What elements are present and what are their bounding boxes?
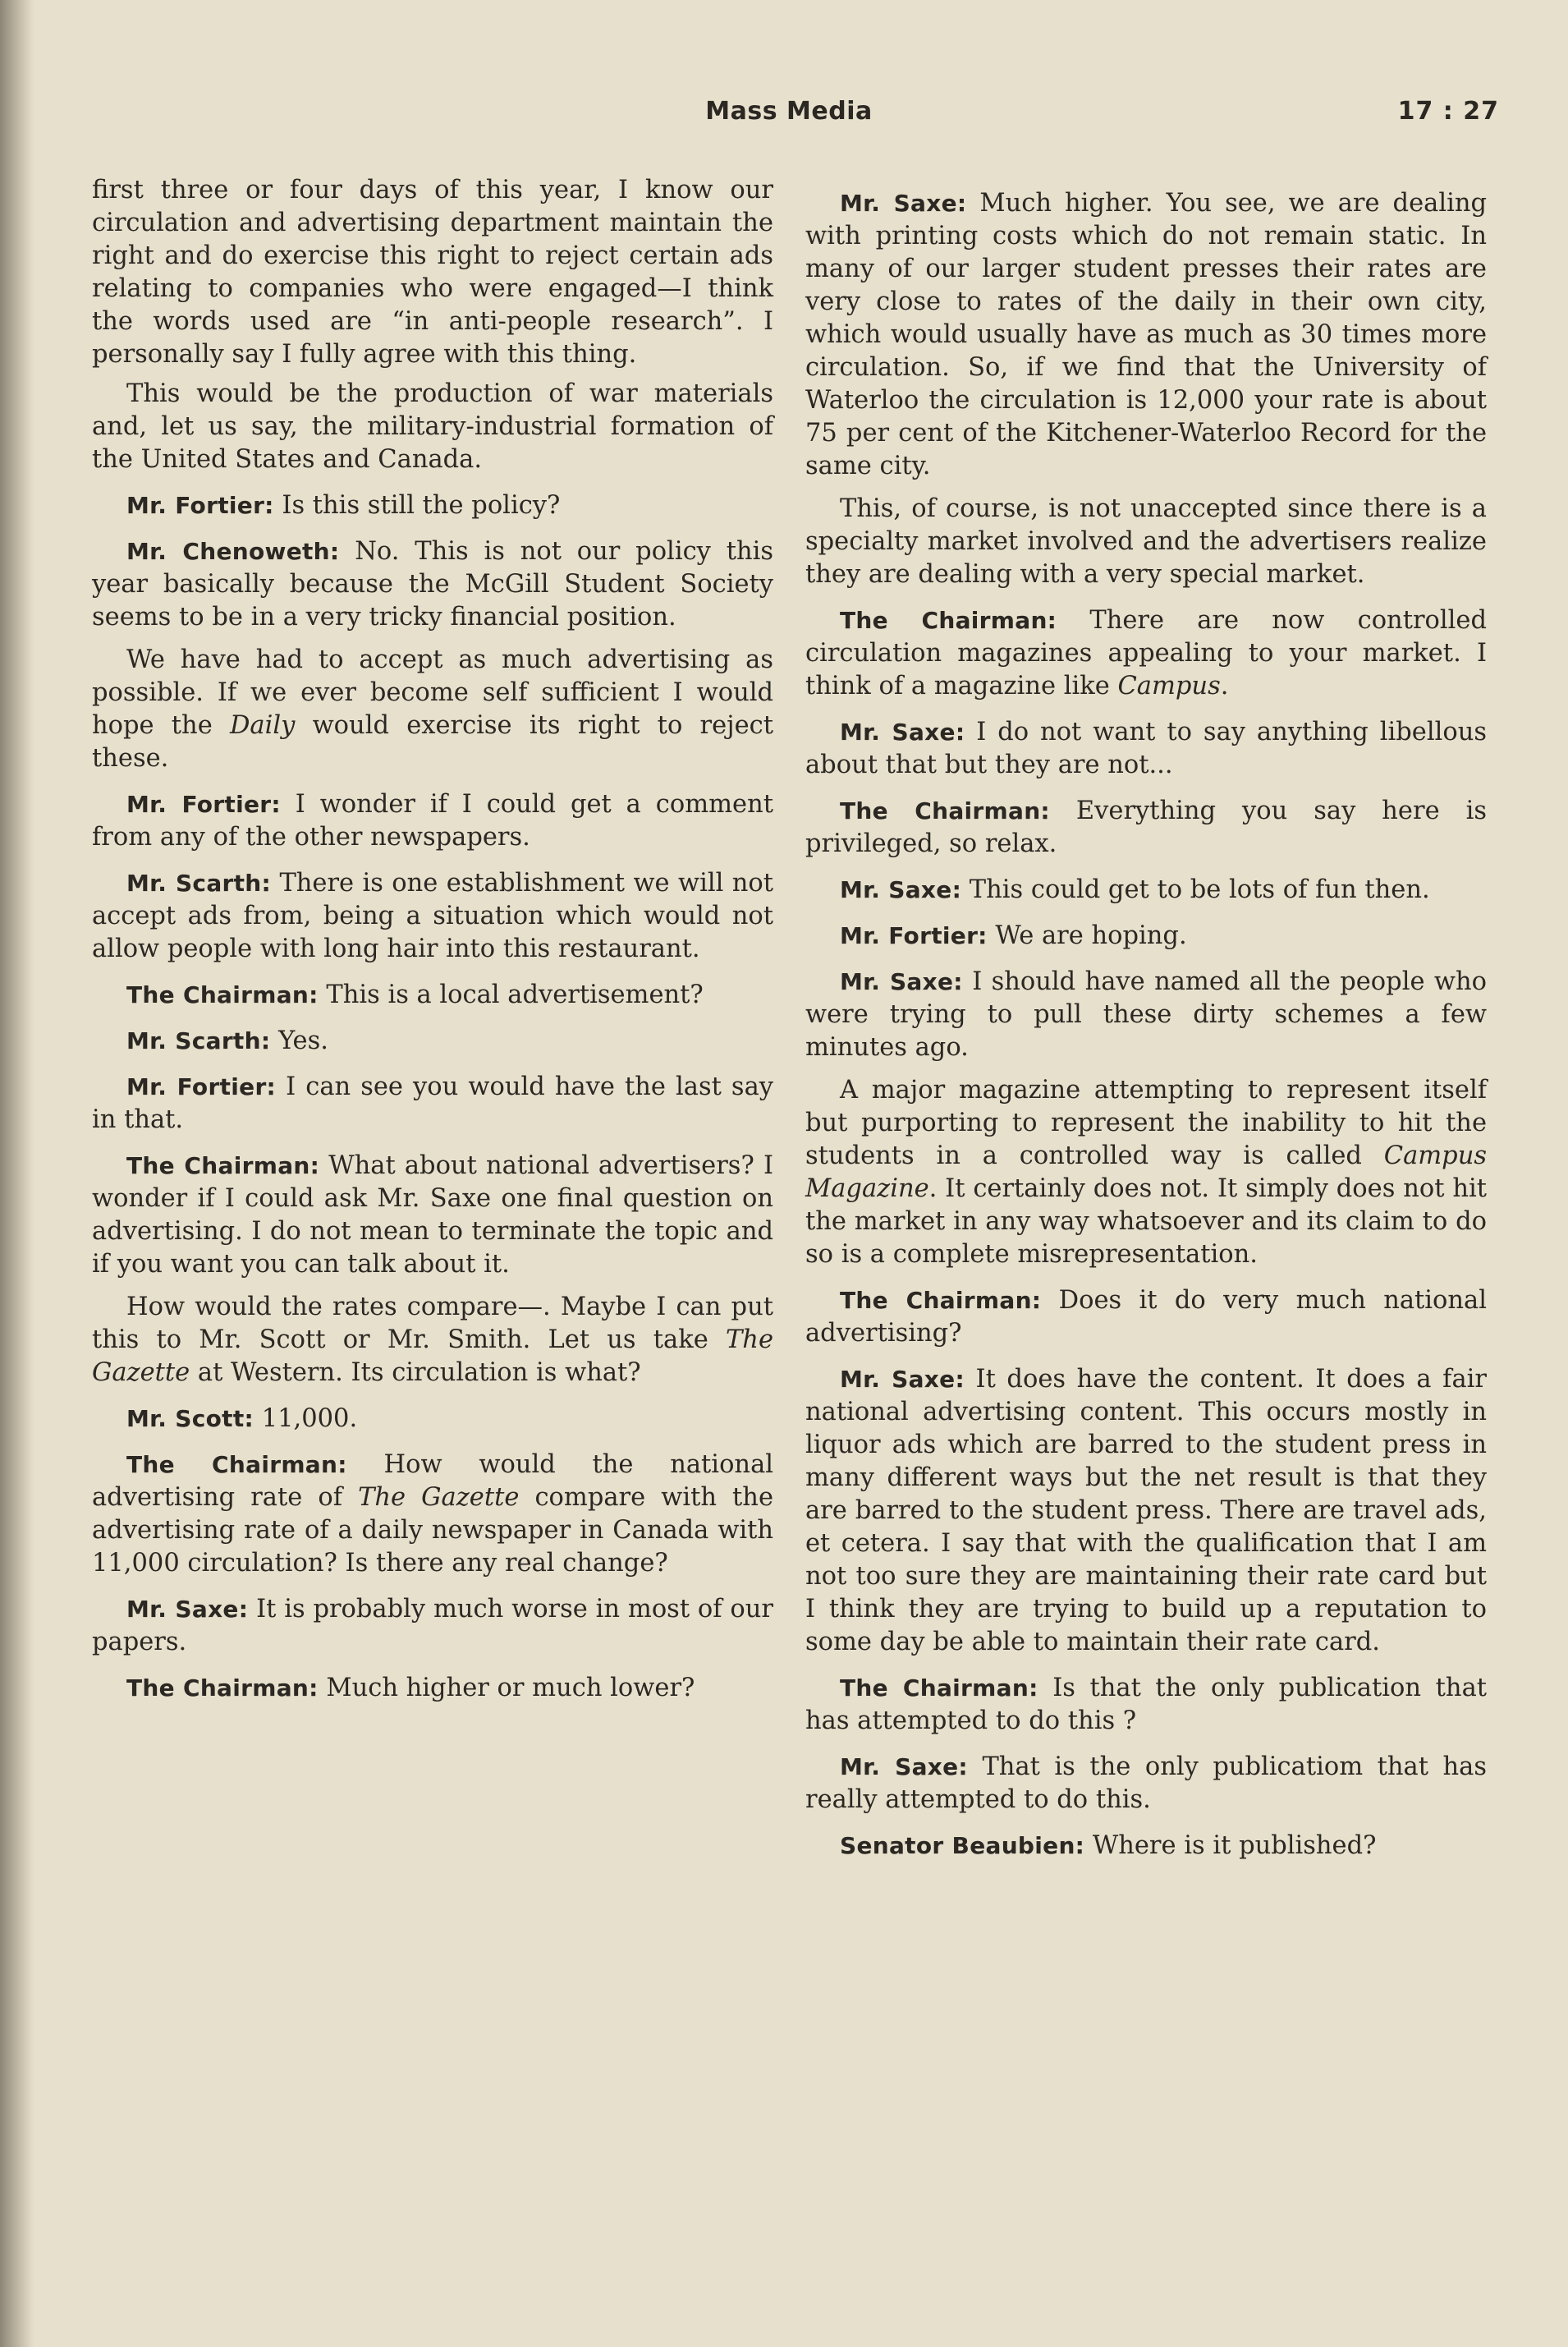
speech-paragraph xyxy=(92,867,773,966)
speech-paragraph xyxy=(805,795,1487,861)
speech-paragraph xyxy=(92,1150,773,1281)
speaker-name: The Chairman: xyxy=(840,607,1057,634)
body-paragraph xyxy=(805,1074,1487,1271)
speaker-name: The Chairman: xyxy=(126,981,319,1008)
body-paragraph xyxy=(92,378,773,476)
speech-paragraph xyxy=(92,1025,773,1058)
speaker-name: Mr. Saxe: xyxy=(840,876,962,903)
speaker-name: The Chairman: xyxy=(126,1674,319,1702)
speaker-name: The Chairman: xyxy=(840,1287,1042,1314)
italic-title: The Gazette xyxy=(92,1325,773,1387)
speaker-name: Mr. Fortier: xyxy=(840,922,988,949)
speech-paragraph xyxy=(92,788,773,854)
body-paragraph xyxy=(92,644,773,775)
speech-paragraph xyxy=(92,979,773,1012)
body-paragraph xyxy=(92,1291,773,1389)
paragraph-text: Much higher or much lower? xyxy=(326,1674,695,1702)
paragraph-text: It does have the content. It does a fair national advertising content. This occurs mostly in liquor ads which are barred to the student press in many different ways but the net result is that they are barred to the student press. There are travel ads, et cetera. I say that with the qualification that I am not too sure they are maintaining their rate card but I think they are trying to build up a reputation to some day be able to maintain their rate card. xyxy=(805,1365,1487,1656)
paragraph-text: This is a local advertisement? xyxy=(326,981,704,1009)
paragraph-text: There are now controlled circulation magazines appealing to your market. I think of a magazine like xyxy=(805,606,1487,700)
speech-paragraph xyxy=(805,874,1487,907)
speaker-name: Mr. Saxe: xyxy=(840,1366,965,1393)
speaker-name: Mr. Scarth: xyxy=(126,870,272,897)
speaker-name: Mr. Saxe: xyxy=(126,1596,249,1623)
speech-paragraph xyxy=(92,489,773,522)
paragraph-text: That is the only publicatiom that has really attempted to do this. xyxy=(805,1752,1487,1814)
speaker-name: Mr. Scarth: xyxy=(126,1027,271,1054)
speech-paragraph xyxy=(805,1672,1487,1738)
paragraph-text: This would be the production of war materials and, let us say, the military-industrial formation of the United States and Canada. xyxy=(92,379,773,474)
speaker-name: The Chairman: xyxy=(840,797,1050,824)
continued-paragraph xyxy=(92,174,773,371)
page-number: 17 : 27 xyxy=(1397,97,1499,126)
body-paragraph xyxy=(805,493,1487,591)
speaker-name: Mr. Chenoweth: xyxy=(126,538,340,565)
speech-paragraph xyxy=(805,1751,1487,1817)
speaker-name: The Chairman: xyxy=(126,1451,347,1478)
paragraph-text: Is this still the policy? xyxy=(282,491,561,520)
paragraph-text: 11,000. xyxy=(261,1404,358,1433)
speaker-name: The Chairman: xyxy=(126,1152,320,1179)
left-column xyxy=(92,174,773,1715)
paragraph-text: Does it do very much national advertising? xyxy=(805,1286,1487,1348)
running-title: Mass Media xyxy=(705,97,873,126)
paragraph-text: . xyxy=(1220,672,1229,700)
speech-paragraph xyxy=(92,1071,773,1137)
paragraph-text: A major magazine attempting to represent itself but purporting to represent the inability to hit the students in a controlled way is called xyxy=(805,1076,1487,1170)
right-column xyxy=(805,174,1487,1872)
paragraph-text: . It certainly does not. It simply does not hit the market in any way whatsoever and its claim to do so is a complete misrepresentation. xyxy=(805,1174,1487,1269)
speech-paragraph xyxy=(92,1672,773,1705)
paragraph-text: This could get to be lots of fun then. xyxy=(969,875,1430,904)
paragraph-text: I can see you would have the last say in that. xyxy=(92,1072,773,1134)
paragraph-text: It is probably much worse in most of our papers. xyxy=(92,1595,773,1656)
speech-paragraph xyxy=(805,1363,1487,1659)
page-header xyxy=(79,97,1499,138)
speaker-name: Mr. Saxe: xyxy=(840,719,965,746)
speech-paragraph xyxy=(805,1830,1487,1862)
paragraph-text: No. This is not our policy this year basically because the McGill Student Society seems to be in a very tricky financial position. xyxy=(92,537,774,632)
speech-paragraph xyxy=(805,604,1487,703)
italic-title: Campus xyxy=(1117,672,1221,700)
paragraph-text: This, of course, is not unaccepted since there is a specialty market involved and the advertisers realize they are dealing with a very special market. xyxy=(805,494,1487,589)
paragraph-text: Everything you say here is privileged, so relax. xyxy=(805,797,1487,858)
paragraph-text: How would the rates compare—. Maybe I can put this to Mr. Scott or Mr. Smith. Let us take xyxy=(92,1293,773,1354)
paragraph-text: We have had to accept as much advertising as possible. If we ever become self sufficient I would hope the xyxy=(92,645,773,740)
speech-paragraph xyxy=(92,1449,773,1580)
paragraph-text: How would the national advertising rate of xyxy=(92,1450,774,1512)
speech-paragraph xyxy=(92,1403,773,1435)
paragraph-text: We are hoping. xyxy=(995,921,1187,950)
speech-paragraph xyxy=(805,920,1487,953)
paragraph-text: at Western. Its circulation is what? xyxy=(190,1358,641,1387)
speaker-name: Mr. Saxe: xyxy=(840,190,967,217)
paragraph-text: I wonder if I could get a comment from any of the other newspapers. xyxy=(92,790,773,852)
paragraph-text: Much higher. You see, we are dealing with printing costs which do not remain static. In many of our larger student presses their rates are very close to rates of the daily in their own city, which would usually have as much as 30 times more circulation. So, if we find that the University of Waterloo the circulation is 12,000 your rate is about 75 per cent of the Kitchener-Waterloo Record for the same city. xyxy=(805,189,1487,480)
speaker-name: The Chairman: xyxy=(840,1674,1038,1702)
italic-title: Campus Magazine xyxy=(805,1141,1487,1203)
italic-title: Daily xyxy=(229,711,296,740)
italic-title: The Gazette xyxy=(358,1483,520,1512)
paragraph-text: I do not want to say anything libellous about that but they are not... xyxy=(805,718,1487,779)
speech-paragraph xyxy=(805,187,1487,483)
speaker-name: Senator Beaubien: xyxy=(840,1832,1085,1859)
speech-paragraph xyxy=(805,1284,1487,1350)
speaker-name: Mr. Fortier: xyxy=(126,1073,277,1100)
speaker-name: Mr. Saxe: xyxy=(840,968,963,995)
paragraph-text: first three or four days of this year, I know our circulation and advertising department maintain the right and do exercise this right to reject certain ads relating to companies who were engaged—I think the words used are “in anti-people research”. I personally say I fully agree with this thing. xyxy=(92,176,773,369)
paragraph-text: Where is it published? xyxy=(1092,1831,1377,1860)
speaker-name: Mr. Saxe: xyxy=(840,1753,968,1780)
paragraph-text: There is one establishment we will not accept ads from, being a situation which would not allow people with long hair into this restaurant. xyxy=(92,869,773,963)
page-spine-shadow xyxy=(0,0,34,2347)
speaker-name: Mr. Fortier: xyxy=(126,791,281,818)
speaker-name: Mr. Fortier: xyxy=(126,492,274,519)
speech-paragraph xyxy=(92,1593,773,1659)
paragraph-text: Is that the only publication that has attempted to do this ? xyxy=(805,1674,1488,1735)
paragraph-text: What about national advertisers? I wonder if I could ask Mr. Saxe one final question on advertising. I do not mean to terminate the topic and if you want you can talk about it. xyxy=(92,1151,773,1279)
speech-paragraph xyxy=(805,966,1487,1064)
speech-paragraph xyxy=(92,535,773,634)
paragraph-text: would exercise its right to reject these. xyxy=(92,711,773,773)
paragraph-text: compare with the advertising rate of a daily newspaper in Canada with 11,000 circulation? Is there any real change? xyxy=(92,1483,773,1578)
speaker-name: Mr. Scott: xyxy=(126,1405,254,1432)
paragraph-text: Yes. xyxy=(278,1027,328,1055)
paragraph-text: I should have named all the people who were trying to pull these dirty schemes a few minutes ago. xyxy=(805,967,1488,1062)
speech-paragraph xyxy=(805,716,1487,782)
